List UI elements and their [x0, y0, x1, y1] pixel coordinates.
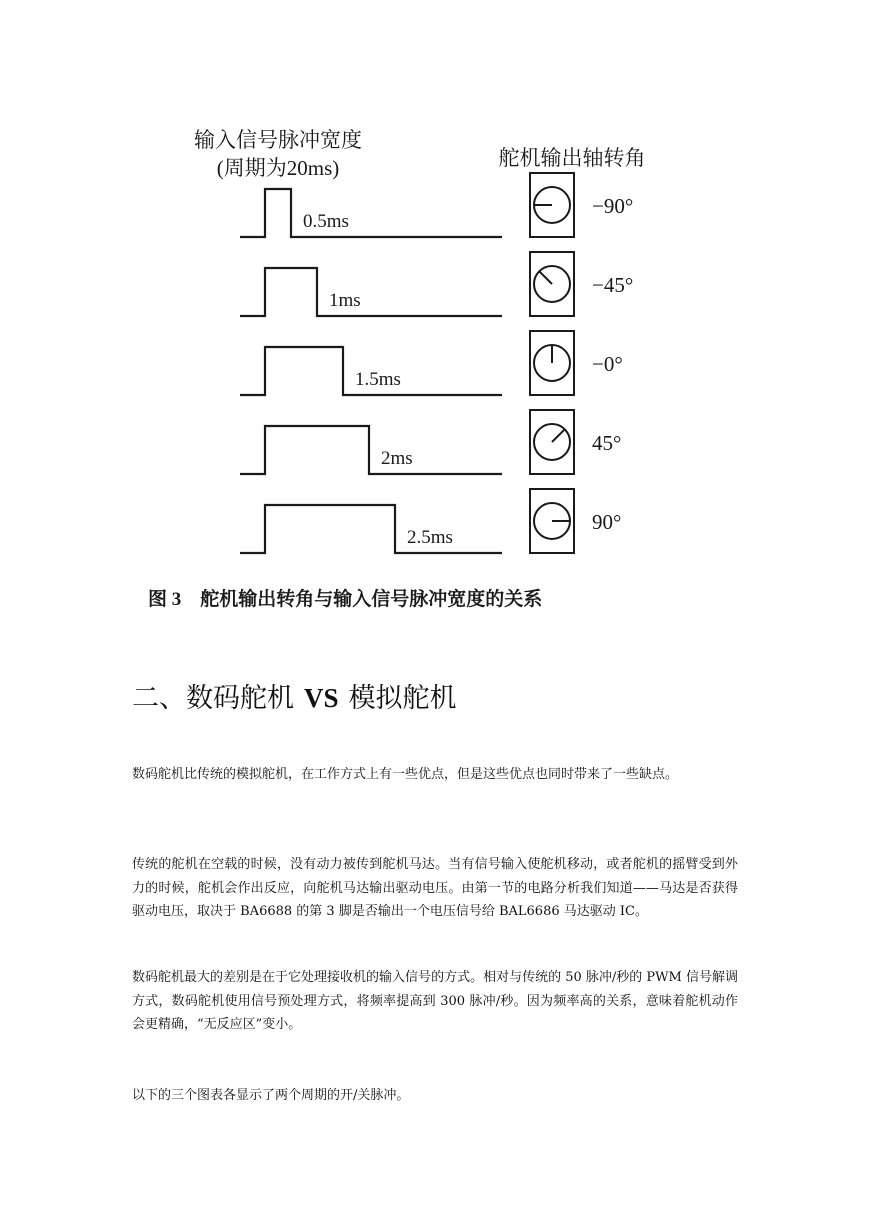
pulse-waveform: [240, 426, 502, 474]
paragraph-1: 数码舵机比传统的模拟舵机，在工作方式上有一些优点，但是这些优点也同时带来了一些缺点。: [132, 767, 679, 782]
servo-arm: [539, 271, 552, 284]
heading-right: 模拟舵机: [348, 683, 457, 714]
angle-label: 90°: [592, 510, 622, 534]
section-heading: [132, 676, 457, 715]
input-signal-period: (周期为20ms): [216, 156, 340, 180]
input-signal-title: 输入信号脉冲宽度: [194, 128, 362, 152]
paragraph-4: 以下的三个图表各显示了两个周期的开/关脉冲。: [132, 1088, 410, 1103]
pulse-width-label: 0.5ms: [303, 211, 349, 232]
paragraph-3: 数码舵机最大的差别是在于它处理接收机的输入信号的方式。相对与传统的 50 脉冲/秒的 PWM 信号解调方式，数码舵机使用信号预处理方式，将频率提高到 300 脉冲/秒。因为频率高的关系，意味着舵机动作会更精确，“无反应区”变小。: [132, 970, 738, 1032]
angle-label: −0°: [592, 352, 623, 376]
angle-label: 45°: [592, 431, 622, 455]
heading-vs: VS: [304, 683, 339, 713]
angle-label: −45°: [592, 273, 634, 297]
pulse-waveform: [240, 268, 502, 316]
servo-pulse-angle-figure: [110, 105, 750, 625]
pulse-waveform: [240, 189, 502, 237]
pulse-waveform: [240, 505, 502, 553]
paragraph-2: 传统的舵机在空载的时候，没有动力被传到舵机马达。当有信号输入使舵机移动，或者舵机的摇臂受到外力的时候，舵机会作出反应，向舵机马达输出驱动电压。由第一节的电路分析我们知道——马达是否获得驱动电压，取决于 BA6688 的第 3 脚是否输出一个电压信号给 BAL6686 马达驱动 IC。: [132, 857, 738, 919]
figure-caption: 图 3 舵机输出转角与输入信号脉冲宽度的关系: [148, 589, 543, 610]
pulse-width-label: 2.5ms: [407, 527, 453, 548]
heading-left: 二、数码舵机: [132, 683, 294, 714]
pulse-width-label: 1ms: [329, 290, 361, 311]
angle-label: −90°: [592, 194, 634, 218]
pulse-width-label: 2ms: [381, 448, 413, 469]
pulse-width-label: 1.5ms: [355, 369, 401, 390]
output-angle-title: 舵机输出轴转角: [498, 146, 646, 170]
servo-arm: [552, 429, 565, 442]
